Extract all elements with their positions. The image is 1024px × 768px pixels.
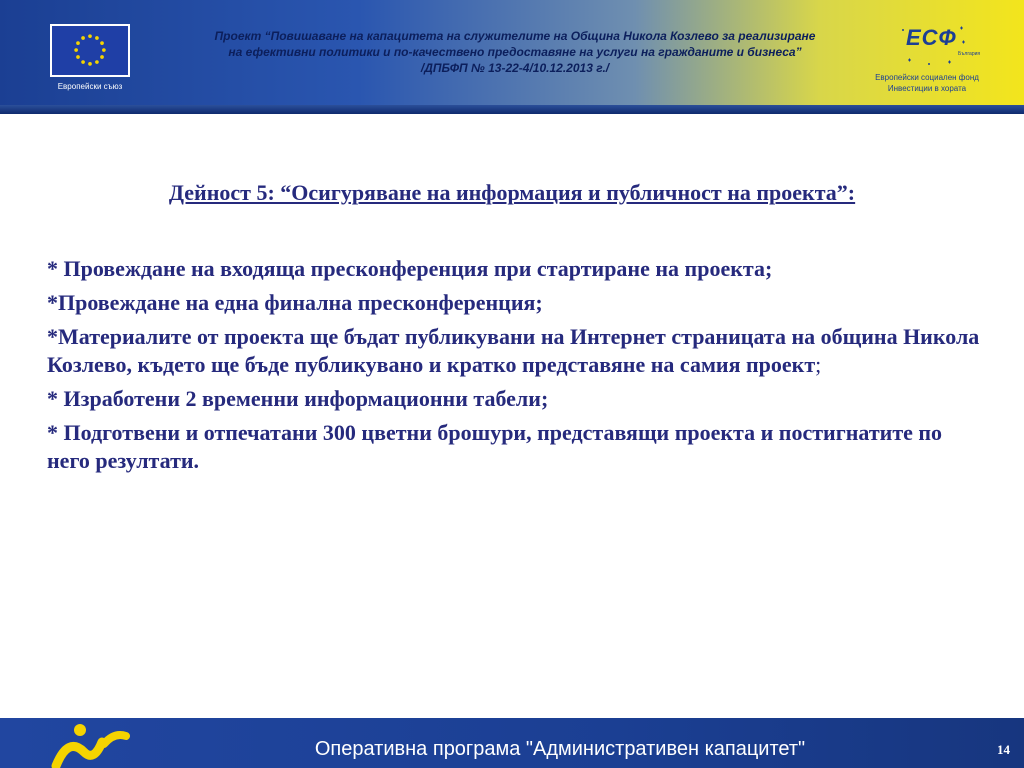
project-line: /ДПБФП № 13-22-4/10.12.2013 г./: [420, 61, 610, 75]
bullet-punctuation: ;: [815, 352, 822, 377]
header-divider: [0, 105, 1024, 114]
esf-mark: [898, 22, 981, 68]
esf-logo: [862, 20, 992, 100]
eu-caption: Европейски съюз: [57, 82, 123, 91]
header-banner: [0, 0, 1024, 114]
project-line: Проект “Повишаване на капацитета на служителите на Община Никола Козлево за реализиране: [214, 29, 816, 43]
bullet-item: *Провеждане на една финална пресконференция;: [47, 290, 543, 315]
bullet-list: [47, 255, 982, 481]
bullet-item: [47, 323, 982, 379]
project-description: [150, 28, 880, 76]
program-name: Оперативна програма "Административен капацитет": [314, 738, 806, 760]
esf-caption-line: Инвестиции в хората: [887, 84, 967, 93]
esf-country-label: България: [958, 51, 981, 57]
eu-flag-icon: [50, 24, 130, 77]
page-number: 14: [997, 742, 1010, 757]
bullet-item: * Подготвени и отпечатани 300 цветни брошури, представящи проекта и постигнатите по него резултати.: [47, 420, 943, 473]
esf-mark-text: ЕСФ: [906, 25, 957, 50]
project-line: на ефективни политики и по-качествено предоставяне на услуги на гражданите и бизнеса”: [228, 45, 802, 59]
bullet-item: * Изработени 2 временни информационни табели;: [47, 386, 549, 411]
bullet-item: * Провеждане на входяща пресконференция при стартиране на проекта;: [47, 256, 773, 281]
program-logo-icon: [28, 722, 138, 768]
slide-title: Дейност 5: “Осигуряване на информация и публичност на проекта”:: [168, 180, 856, 205]
esf-caption-line: Европейски социален фонд: [875, 73, 979, 82]
footer-banner: [0, 718, 1024, 768]
esf-caption: [862, 72, 992, 94]
bullet-text: *Материалите от проекта ще бъдат публикувани на Интернет страницата на община Никола Козлево, където ще бъде публикувано и кратко представяне на самия проект: [47, 324, 980, 377]
eu-logo: [46, 22, 134, 94]
